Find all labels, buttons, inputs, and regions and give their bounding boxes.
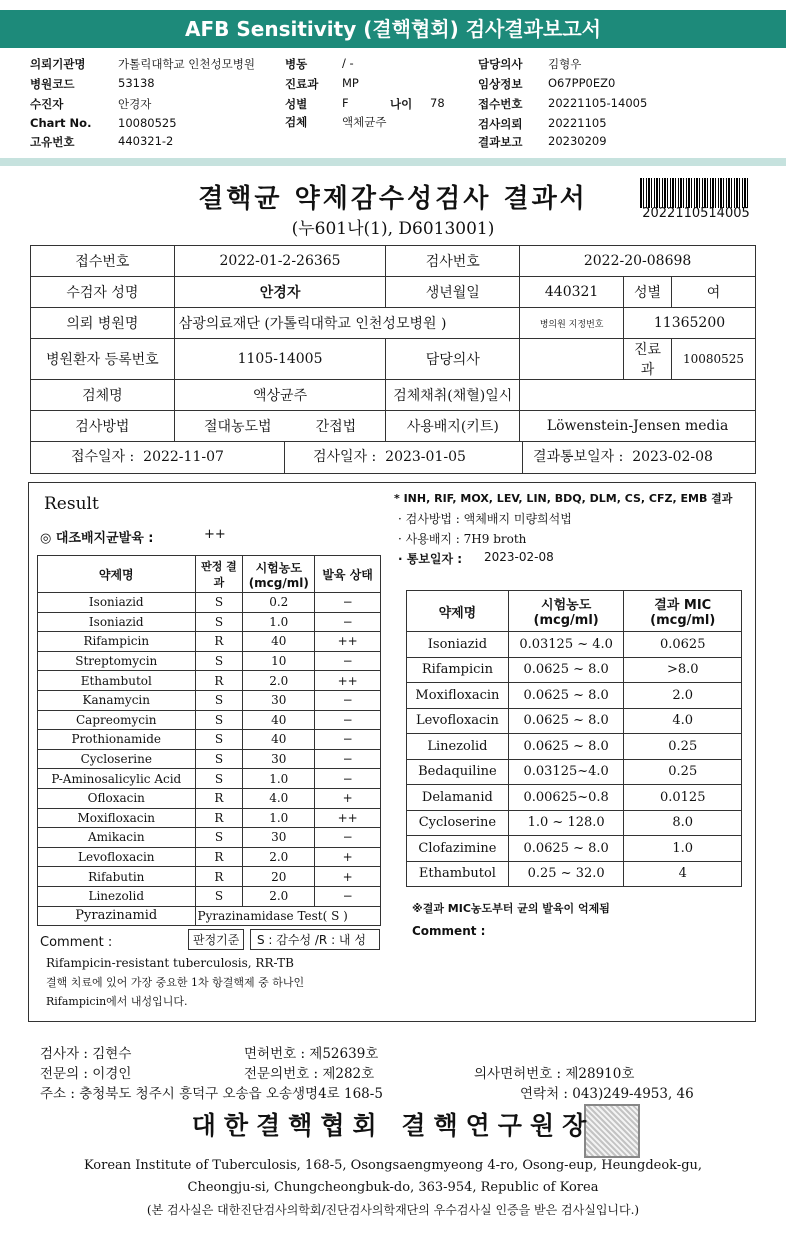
table-row bbox=[407, 861, 742, 887]
mic-result: 2.0 bbox=[624, 683, 742, 709]
table-row bbox=[407, 591, 742, 632]
info-label: 검체채취(채혈)일시 bbox=[386, 380, 520, 411]
hospital-name: 삼광의료재단 (가톨릭대학교 인천성모병원 ) bbox=[174, 308, 519, 339]
growth-status: ++ bbox=[315, 671, 381, 691]
test-range: 0.25 ~ 32.0 bbox=[508, 861, 624, 887]
header-value: 20221105-14005 bbox=[548, 96, 648, 110]
table-row bbox=[407, 810, 742, 836]
drug-name: Linezolid bbox=[38, 886, 196, 906]
growth-status: − bbox=[315, 749, 381, 769]
header-label: 고유번호 bbox=[30, 135, 75, 149]
mic-table bbox=[406, 590, 742, 887]
info-label: 담당의사 bbox=[386, 339, 520, 380]
patient-header bbox=[0, 50, 786, 160]
test-number: 2022-20-08698 bbox=[520, 246, 756, 277]
test-concentration: 4.0 bbox=[243, 788, 315, 808]
table-row bbox=[38, 828, 381, 848]
doctor bbox=[520, 339, 624, 380]
drug-name: Rifampicin bbox=[38, 632, 196, 652]
mic-result: >8.0 bbox=[624, 657, 742, 683]
notify-date bbox=[523, 442, 713, 473]
header-label: 검사의뢰 bbox=[478, 117, 523, 131]
growth-status: + bbox=[315, 847, 381, 867]
col-header: 발육 상태 bbox=[315, 556, 381, 593]
header-label: Chart No. bbox=[30, 116, 92, 130]
test-concentration: 40 bbox=[243, 632, 315, 652]
growth-status: − bbox=[315, 651, 381, 671]
table-row bbox=[407, 759, 742, 785]
judgement: R bbox=[195, 632, 243, 652]
mic-note-title: * INH, RIF, MOX, LEV, LIN, BDQ, DLM, CS, CFZ, EMB 결과 bbox=[394, 492, 733, 505]
mic-result: 8.0 bbox=[624, 810, 742, 836]
table-row bbox=[38, 651, 381, 671]
header-label: 결과보고 bbox=[478, 135, 523, 149]
header-value: MP bbox=[342, 76, 359, 90]
drug-name: Prothionamide bbox=[38, 730, 196, 750]
table-row bbox=[407, 734, 742, 760]
growth-status: − bbox=[315, 612, 381, 632]
table-row bbox=[38, 690, 381, 710]
drug-name: Cycloserine bbox=[38, 749, 196, 769]
drug-name: Cycloserine bbox=[407, 810, 509, 836]
table-row bbox=[38, 808, 381, 828]
media: Löwenstein-Jensen media bbox=[520, 411, 756, 442]
info-label: 진료과 bbox=[624, 339, 672, 380]
drug-name: Kanamycin bbox=[38, 690, 196, 710]
drug-name: Isoniazid bbox=[38, 612, 196, 632]
drug-name: Streptomycin bbox=[38, 651, 196, 671]
certification: (본 검사실은 대한진단검사의학회/진단검사의학재단의 우수검사실 인증을 받은 검사실입니다.) bbox=[146, 1203, 640, 1217]
judgement: S bbox=[195, 886, 243, 906]
mic-result: 0.0625 bbox=[624, 632, 742, 658]
header-label: 임상정보 bbox=[478, 77, 523, 91]
address: 주소 : 충청북도 청주시 흥덕구 오송읍 오송생명4로 168-5 bbox=[40, 1086, 383, 1102]
table-row bbox=[38, 671, 381, 691]
judgement: S bbox=[195, 690, 243, 710]
header-value: 액체균주 bbox=[342, 115, 387, 129]
drug-name: P-Aminosalicylic Acid bbox=[38, 769, 196, 789]
info-label: 생년월일 bbox=[386, 277, 520, 308]
table-row bbox=[31, 442, 756, 474]
growth-status: ++ bbox=[315, 808, 381, 828]
date-label: 검사일자 : bbox=[313, 449, 377, 465]
table-row bbox=[407, 683, 742, 709]
hospital-code: 11365200 bbox=[624, 308, 756, 339]
drug-name: Capreomycin bbox=[38, 710, 196, 730]
judgement: S bbox=[195, 612, 243, 632]
growth-status: ++ bbox=[315, 632, 381, 652]
susceptibility-table bbox=[37, 555, 381, 926]
judgement: S bbox=[195, 749, 243, 769]
dates-row bbox=[31, 442, 756, 474]
criteria-value: S : 감수성 /R : 내 성 bbox=[250, 929, 380, 950]
barcode-number: 2022110514005 bbox=[642, 206, 750, 221]
judgement: S bbox=[195, 769, 243, 789]
age-label: 나이 bbox=[390, 97, 413, 111]
info-table bbox=[30, 245, 756, 474]
table-row bbox=[38, 749, 381, 769]
header-label: 성별 bbox=[285, 97, 308, 111]
info-label: 검체명 bbox=[31, 380, 175, 411]
english-address-2: Cheongju-si, Chungcheongbuk-do, 363-954, Republic of Korea bbox=[187, 1180, 599, 1195]
header-title: AFB Sensitivity (결핵협회) 검사결과보고서 bbox=[185, 17, 601, 41]
table-row bbox=[38, 886, 381, 906]
specialist-license: 전문의번호 : 제282호 bbox=[244, 1066, 375, 1082]
english-address-1: Korean Institute of Tuberculosis, 168-5, Osongsaengmyeong 4-ro, Osong-eup, Heungdeok-gu, bbox=[83, 1158, 703, 1173]
judgement: S bbox=[195, 828, 243, 848]
header-value: 53138 bbox=[118, 76, 155, 90]
growth-status: − bbox=[315, 886, 381, 906]
table-row bbox=[31, 339, 756, 380]
drug-name: Linezolid bbox=[407, 734, 509, 760]
table-row bbox=[38, 867, 381, 887]
table-row bbox=[38, 556, 381, 593]
header-value: 10080525 bbox=[118, 116, 177, 130]
table-row bbox=[407, 708, 742, 734]
table-row bbox=[31, 277, 756, 308]
mic-result: 0.25 bbox=[624, 734, 742, 760]
table-row bbox=[407, 657, 742, 683]
info-label: 의뢰 병원명 bbox=[31, 308, 175, 339]
test-concentration: 40 bbox=[243, 710, 315, 730]
mic-result: 4.0 bbox=[624, 708, 742, 734]
col-header: 약제명 bbox=[407, 591, 509, 632]
report-title: 결핵균 약제감수성검사 결과서 bbox=[198, 184, 588, 214]
test-range: 0.0625 ~ 8.0 bbox=[508, 734, 624, 760]
header-value: / - bbox=[342, 56, 354, 70]
header-value: F bbox=[342, 96, 349, 110]
test-concentration: 20 bbox=[243, 867, 315, 887]
method-2: 간접법 bbox=[315, 419, 357, 435]
criteria-label: 판정기준 bbox=[188, 929, 244, 950]
test-concentration: 0.2 bbox=[243, 593, 315, 613]
mic-notify-date: 2023-02-08 bbox=[484, 550, 554, 564]
date-value: 2023-02-08 bbox=[632, 449, 713, 465]
header-value: 20230209 bbox=[548, 134, 607, 148]
growth-status: + bbox=[315, 788, 381, 808]
drug-name: Moxifloxacin bbox=[407, 683, 509, 709]
patient-name: 안경자 bbox=[174, 277, 386, 308]
tester-license: 면허번호 : 제52639호 bbox=[244, 1046, 379, 1062]
mic-media: · 사용배지 : 7H9 broth bbox=[398, 532, 527, 546]
drug-name: Clofazimine bbox=[407, 836, 509, 862]
test-range: 0.0625 ~ 8.0 bbox=[508, 708, 624, 734]
drug-name: Isoniazid bbox=[407, 632, 509, 658]
header-label: 진료과 bbox=[285, 77, 319, 91]
mic-comment-label: Comment : bbox=[412, 924, 486, 938]
test-range: 0.03125~4.0 bbox=[508, 759, 624, 785]
comment-line: Rifampicin에서 내성입니다. bbox=[46, 995, 188, 1008]
test-range: 0.0625 ~ 8.0 bbox=[508, 657, 624, 683]
col-header: 약제명 bbox=[38, 556, 196, 593]
mic-method: · 검사방법 : 액체배지 미량희석법 bbox=[398, 512, 572, 526]
comment-label: Comment : bbox=[40, 935, 113, 950]
result-title: Result bbox=[44, 494, 99, 514]
judgement: S bbox=[195, 730, 243, 750]
table-row bbox=[38, 612, 381, 632]
growth-status: + bbox=[315, 867, 381, 887]
pza-result: Pyrazinamidase Test( S ) bbox=[195, 906, 380, 926]
test-concentration: 1.0 bbox=[243, 808, 315, 828]
table-row bbox=[407, 836, 742, 862]
drug-name: Rifampicin bbox=[407, 657, 509, 683]
table-row bbox=[407, 632, 742, 658]
barcode bbox=[640, 178, 750, 208]
header-value: 가톨릭대학교 인천성모병원 bbox=[118, 57, 255, 71]
judgement: R bbox=[195, 847, 243, 867]
test-concentration: 2.0 bbox=[243, 886, 315, 906]
divider bbox=[0, 158, 786, 166]
header-value: O67PP0EZ0 bbox=[548, 76, 616, 90]
comment-line: Rifampicin-resistant tuberculosis, RR-TB bbox=[46, 956, 294, 970]
drug-name: Amikacin bbox=[38, 828, 196, 848]
table-row bbox=[38, 847, 381, 867]
drug-name: Isoniazid bbox=[38, 593, 196, 613]
mic-result: 0.0125 bbox=[624, 785, 742, 811]
drug-name: Ethambutol bbox=[407, 861, 509, 887]
growth-status: − bbox=[315, 769, 381, 789]
date-label: 결과통보일자 : bbox=[533, 449, 624, 465]
info-label: 검사번호 bbox=[386, 246, 520, 277]
growth-status: − bbox=[315, 690, 381, 710]
table-row bbox=[38, 710, 381, 730]
test-concentration: 30 bbox=[243, 749, 315, 769]
date-value: 2022-11-07 bbox=[143, 449, 224, 465]
test-concentration: 2.0 bbox=[243, 671, 315, 691]
table-row bbox=[31, 246, 756, 277]
phone: 연락처 : 043)249-4953, 46 bbox=[520, 1086, 694, 1102]
report-header-bar bbox=[0, 10, 786, 48]
age-value: 78 bbox=[430, 96, 445, 110]
growth-value: ++ bbox=[204, 527, 226, 542]
test-concentration: 40 bbox=[243, 730, 315, 750]
test-range: 0.0625 ~ 8.0 bbox=[508, 683, 624, 709]
table-row bbox=[31, 411, 756, 442]
table-row bbox=[38, 730, 381, 750]
receipt-date bbox=[31, 442, 285, 473]
drug-name: Rifabutin bbox=[38, 867, 196, 887]
test-method bbox=[174, 411, 386, 442]
mic-result: 1.0 bbox=[624, 836, 742, 862]
header-value: 20221105 bbox=[548, 116, 607, 130]
header-label: 의뢰기관명 bbox=[30, 57, 86, 71]
judgement: S bbox=[195, 710, 243, 730]
doctor-license: 의사면허번호 : 제28910호 bbox=[474, 1066, 635, 1082]
date-value: 2023-01-05 bbox=[385, 449, 466, 465]
info-label: 검사방법 bbox=[31, 411, 175, 442]
header-value: 440321-2 bbox=[118, 134, 174, 148]
test-concentration: 30 bbox=[243, 690, 315, 710]
test-concentration: 1.0 bbox=[243, 769, 315, 789]
specimen: 액상균주 bbox=[174, 380, 386, 411]
date-label: 접수일자 : bbox=[71, 449, 135, 465]
test-concentration: 2.0 bbox=[243, 847, 315, 867]
table-row bbox=[38, 788, 381, 808]
collect-date bbox=[520, 380, 756, 411]
sex: 여 bbox=[672, 277, 756, 308]
growth-status: − bbox=[315, 593, 381, 613]
growth-status: − bbox=[315, 828, 381, 848]
table-row bbox=[38, 906, 381, 926]
info-label: 수검자 성명 bbox=[31, 277, 175, 308]
method-1: 절대농도법 bbox=[203, 419, 272, 435]
test-concentration: 30 bbox=[243, 828, 315, 848]
judgement: S bbox=[195, 593, 243, 613]
department: 10080525 bbox=[672, 339, 756, 380]
header-label: 접수번호 bbox=[478, 97, 523, 111]
info-label: 병원환자 등록번호 bbox=[31, 339, 175, 380]
judgement: S bbox=[195, 651, 243, 671]
drug-name: Ofloxacin bbox=[38, 788, 196, 808]
header-label: 담당의사 bbox=[478, 57, 523, 71]
drug-name: Levofloxacin bbox=[38, 847, 196, 867]
judgement: R bbox=[195, 808, 243, 828]
col-header: 판정 결과 bbox=[195, 556, 243, 593]
judgement: R bbox=[195, 671, 243, 691]
tester: 검사자 : 김현수 bbox=[40, 1046, 132, 1062]
table-row bbox=[407, 785, 742, 811]
mic-notify-label: · 통보일자 : bbox=[398, 552, 463, 566]
mic-result: 4 bbox=[624, 861, 742, 887]
col-header: 시험농도 (mcg/ml) bbox=[243, 556, 315, 593]
header-label: 검체 bbox=[285, 115, 308, 129]
col-header: 결과 MIC (mcg/ml) bbox=[624, 591, 742, 632]
table-row bbox=[38, 593, 381, 613]
registration-number: 1105-14005 bbox=[174, 339, 386, 380]
judgement: R bbox=[195, 788, 243, 808]
test-concentration: 10 bbox=[243, 651, 315, 671]
specialist: 전문의 : 이경인 bbox=[40, 1066, 132, 1082]
growth-status: − bbox=[315, 730, 381, 750]
header-value: 안경자 bbox=[118, 97, 152, 111]
header-value: 김형우 bbox=[548, 57, 582, 71]
test-range: 0.00625~0.8 bbox=[508, 785, 624, 811]
drug-name: Moxifloxacin bbox=[38, 808, 196, 828]
test-range: 0.0625 ~ 8.0 bbox=[508, 836, 624, 862]
receipt-number: 2022-01-2-26365 bbox=[174, 246, 386, 277]
institute-name: 대한결핵협회 결핵연구원장 bbox=[191, 1111, 595, 1140]
table-row bbox=[38, 632, 381, 652]
test-range: 1.0 ~ 128.0 bbox=[508, 810, 624, 836]
col-header: 시험농도 (mcg/ml) bbox=[508, 591, 624, 632]
info-label: 사용배지(키트) bbox=[386, 411, 520, 442]
comment-line: 결핵 치료에 있어 가장 중요한 1차 항결핵제 중 하나인 bbox=[46, 976, 305, 989]
header-label: 병원코드 bbox=[30, 77, 75, 91]
report-subtitle: (누601나(1), D6013001) bbox=[291, 219, 495, 239]
drug-name: Levofloxacin bbox=[407, 708, 509, 734]
mic-result: 0.25 bbox=[624, 759, 742, 785]
test-date bbox=[285, 442, 523, 473]
test-range: 0.03125 ~ 4.0 bbox=[508, 632, 624, 658]
table-row bbox=[31, 380, 756, 411]
info-label: 접수번호 bbox=[31, 246, 175, 277]
table-row bbox=[38, 769, 381, 789]
drug-name: Delamanid bbox=[407, 785, 509, 811]
test-concentration: 1.0 bbox=[243, 612, 315, 632]
judgement: R bbox=[195, 867, 243, 887]
info-label: 병의원 지정번호 bbox=[520, 308, 624, 339]
info-label: 성별 bbox=[624, 277, 672, 308]
drug-name: Bedaquiline bbox=[407, 759, 509, 785]
mic-footnote: ※결과 MIC농도부터 균의 발육이 억제됨 bbox=[412, 902, 610, 915]
drug-name: Ethambutol bbox=[38, 671, 196, 691]
growth-status: − bbox=[315, 710, 381, 730]
pza-name: Pyrazinamid bbox=[38, 906, 196, 926]
birth-date: 440321 bbox=[520, 277, 624, 308]
header-label: 수진자 bbox=[30, 97, 64, 111]
table-row bbox=[31, 308, 756, 339]
header-label: 병동 bbox=[285, 57, 308, 71]
growth-label: ◎ 대조배지균발육 : bbox=[40, 531, 154, 546]
